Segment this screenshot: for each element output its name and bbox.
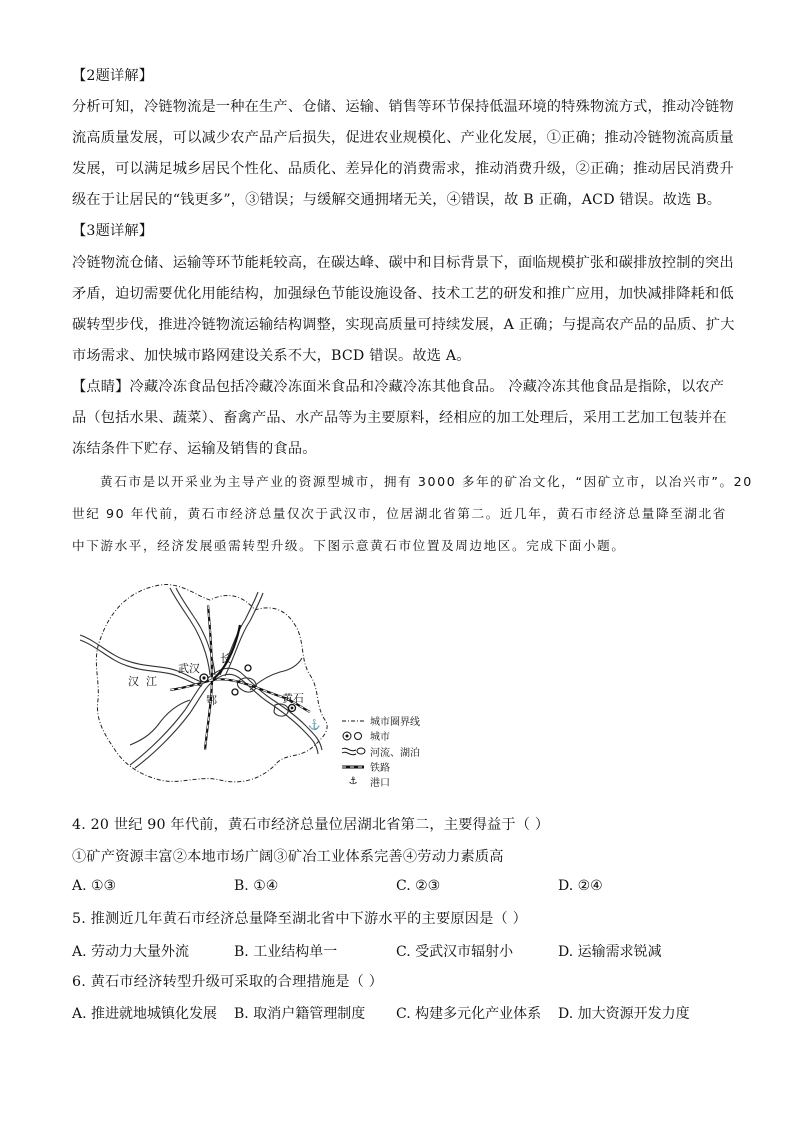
question-4-note: ①矿产资源丰富②本地市场广阔③矿冶工业体系完善④劳动力素质高 xyxy=(72,849,504,865)
map-legend xyxy=(340,713,460,789)
boundary-dashed-icon xyxy=(340,715,366,727)
label-hanjiang-2: 江 xyxy=(146,675,157,688)
river-lake-icon xyxy=(340,745,366,757)
label-wuhan: 武汉 xyxy=(178,662,200,675)
anchor-icon: ⚓ xyxy=(348,775,358,787)
q3-header: 【3题详解】 xyxy=(72,223,154,239)
q5-option-c[interactable]: C. 受武汉市辐射小 xyxy=(396,944,514,960)
question-5-stem: 5. 推测近几年黄石市经济总量降至湖北省中下游水平的主要原因是（ ） xyxy=(72,911,527,927)
legend-item-river: 河流、湖泊 xyxy=(340,744,460,759)
tip-line-1: 【点睛】冷藏冷冻食品包括冷藏冷冻面米食品和冷藏冷冻其他食品。 冷藏冷冻其他食品是指除，以农产 xyxy=(72,379,725,395)
legend-item-city: 城市 xyxy=(340,728,460,743)
q6-option-b[interactable]: B. 取消户籍管理制度 xyxy=(234,1006,366,1022)
stem-line-1: 黄石市是以开采业为主导产业的资源型城市，拥有 3000 多年的矿冶文化，“因矿立市，以冶兴市”。20 xyxy=(100,474,753,489)
question-6-stem: 6. 黄石市经济转型升级可采取的合理措施是（ ） xyxy=(72,974,384,990)
legend-item-port: ⚓ 港口 xyxy=(340,774,460,789)
q6-option-a[interactable]: A. 推进就地城镇化发展 xyxy=(72,1006,218,1022)
tip-line-3: 冻结条件下贮存、运输及销售的食品。 xyxy=(72,441,317,457)
label-changjiang: 长 xyxy=(220,652,231,665)
q3-line-1: 冷链物流仓储、运输等环节能耗较高，在碳达峰、碳中和目标背景下，面临规模扩张和碳排放控制的突出 xyxy=(72,255,734,271)
q3-line-4: 市场需求、加快城市路网建设关系不大，BCD 错误。故选 A。 xyxy=(72,348,471,364)
q2-line-1: 分析可知，冷链物流是一种在生产、仓储、运输、销售等环节保持低温环境的特殊物流方式，推动冷链物 xyxy=(72,99,734,115)
q5-option-d[interactable]: D. 运输需求锐减 xyxy=(558,944,662,960)
tip-line-2: 品（包括水果、蔬菜）、畜禽产品、水产品等为主要原料，经相应的加工处理后，采用工艺加工包装并在 xyxy=(72,410,727,426)
q6-option-d[interactable]: D. 加大资源开发力度 xyxy=(558,1006,690,1022)
q2-line-3: 发展，可以满足城乡居民个性化、品质化、差异化的消费需求，推动消费升级，②正确；推动居民消费升 xyxy=(72,161,734,177)
label-hanjiang-1: 汉 xyxy=(128,675,139,688)
q2-line-4: 级在于让居民的“钱更多”，③错误；与缓解交通拥堵无关，④错误，故 B 正确，ACD 错误。故选 B。 xyxy=(72,192,722,208)
q3-line-2: 矛盾，迫切需要优化用能结构，加强绿色节能设施设备、技术工艺的研发和推广应用，加快减排降耗和低 xyxy=(72,286,734,302)
stem-line-2: 世纪 90 年代前，黄石市经济总量仅次于武汉市，位居湖北省第二。近几年，黄石市经济总量降至湖北省 xyxy=(72,506,727,521)
stem-line-3: 中下游水平，经济发展亟需转型升级。下图示意黄石市位置及周边地区。完成下面小题。 xyxy=(72,538,626,553)
label-huangshi: 黄石 xyxy=(282,692,304,705)
river-yangtze xyxy=(130,668,322,765)
city-circle-icon xyxy=(340,730,366,742)
q4-option-a[interactable]: A. ①③ xyxy=(72,878,117,894)
port-anchor-icon: ⚓ xyxy=(308,720,321,731)
q4-option-b[interactable]: B. ①④ xyxy=(234,878,279,894)
q2-header: 【2题详解】 xyxy=(72,68,154,84)
q4-option-c[interactable]: C. ②③ xyxy=(396,878,441,894)
q4-option-d[interactable]: D. ②④ xyxy=(558,878,603,894)
q5-option-a[interactable]: A. 劳动力大量外流 xyxy=(72,944,190,960)
railway-icon xyxy=(340,761,366,773)
legend-item-boundary: 城市圈界线 xyxy=(340,713,460,728)
legend-item-railway: 铁路 xyxy=(340,759,460,774)
q2-line-2: 流高质量发展，可以减少农产品产后损失，促进农业规模化、产业化发展，①正确；推动冷链物流高质量 xyxy=(72,130,734,146)
q3-line-3: 碳转型步伐，推进冷链物流运输结构调整，实现高质量可持续发展，A 正确；与提高农产品的品质、扩大 xyxy=(72,317,735,333)
question-4-stem: 4. 20 世纪 90 年代前，黄石市经济总量位居湖北省第二，主要得益于（ ） xyxy=(72,817,550,833)
label-river-mark: 鄂 xyxy=(206,694,217,707)
q6-option-c[interactable]: C. 构建多元化产业体系 xyxy=(396,1006,542,1022)
q5-option-b[interactable]: B. 工业结构单一 xyxy=(234,944,338,960)
